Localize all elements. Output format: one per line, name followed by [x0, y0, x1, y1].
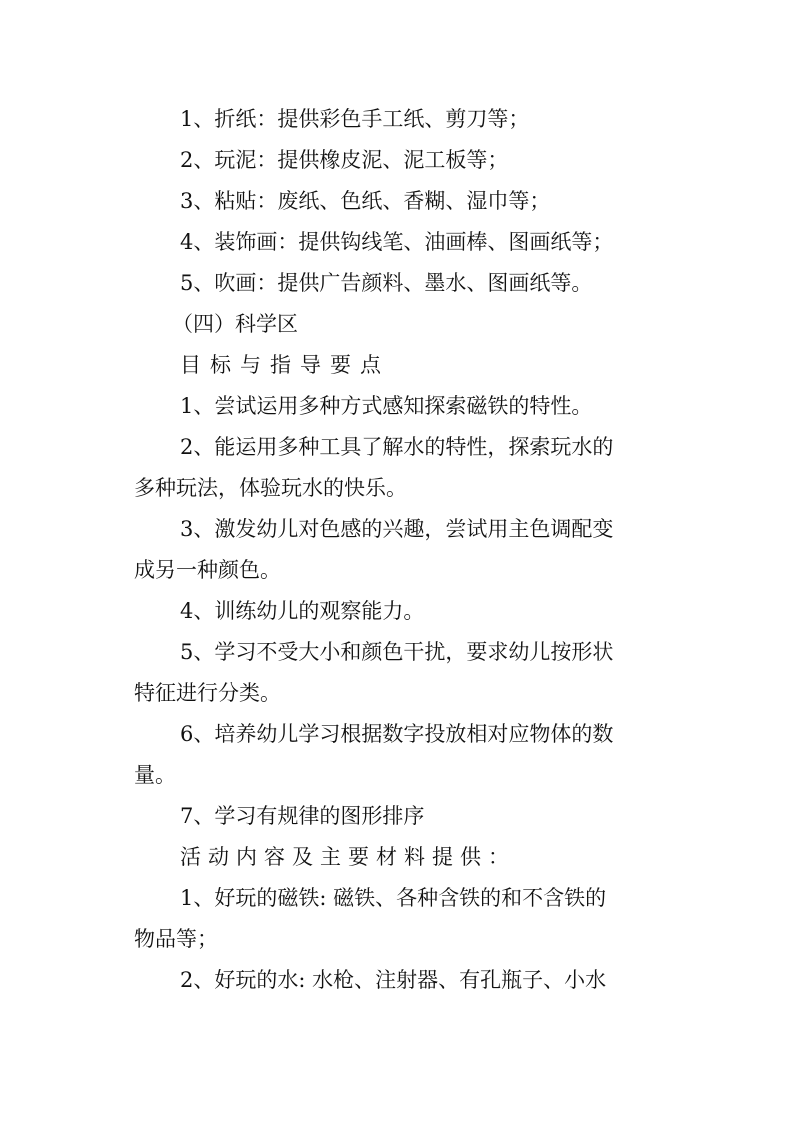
subheading: 活动内容及主要材料提供：: [180, 845, 516, 869]
paragraph-line: 2、玩泥：提供橡皮泥、泥工板等；: [180, 148, 509, 172]
paragraph-line: 2、能运用多种工具了解水的特性，探索玩水的: [180, 435, 614, 459]
paragraph-line: 1、折纸：提供彩色手工纸、剪刀等；: [180, 107, 530, 131]
paragraph-continuation: 物品等；: [134, 927, 218, 951]
paragraph-continuation: 多种玩法，体验玩水的快乐。: [134, 476, 407, 500]
paragraph-continuation: 成另一种颜色。: [134, 558, 281, 582]
paragraph-line: 6、培养幼儿学习根据数字投放相对应物体的数: [180, 722, 614, 746]
paragraph-line: 5、学习不受大小和颜色干扰，要求幼儿按形状: [180, 640, 614, 664]
paragraph-line: 1、好玩的磁铁: 磁铁、各种含铁的和不含铁的: [180, 886, 607, 910]
paragraph-line: 7、学习有规律的图形排序: [180, 804, 425, 828]
paragraph-line: 5、吹画：提供广告颜料、墨水、图画纸等。: [180, 271, 593, 295]
paragraph-line: 3、激发幼儿对色感的兴趣，尝试用主色调配变: [180, 517, 614, 541]
paragraph-line: 3、粘贴：废纸、色纸、香糊、湿巾等；: [180, 189, 551, 213]
paragraph-line: 2、好玩的水: 水枪、注射器、有孔瓶子、小水: [180, 968, 607, 992]
paragraph-line: 4、训练幼儿的观察能力。: [180, 599, 425, 623]
paragraph-continuation: 量。: [134, 763, 176, 787]
section-heading: （四）科学区: [172, 312, 298, 336]
paragraph-line: 1、尝试运用多种方式感知探索磁铁的特性。: [180, 394, 593, 418]
paragraph-line: 4、装饰画：提供钩线笔、油画棒、图画纸等；: [180, 230, 614, 254]
paragraph-continuation: 特征进行分类。: [134, 681, 281, 705]
subheading: 目标与指导要点: [180, 353, 390, 377]
